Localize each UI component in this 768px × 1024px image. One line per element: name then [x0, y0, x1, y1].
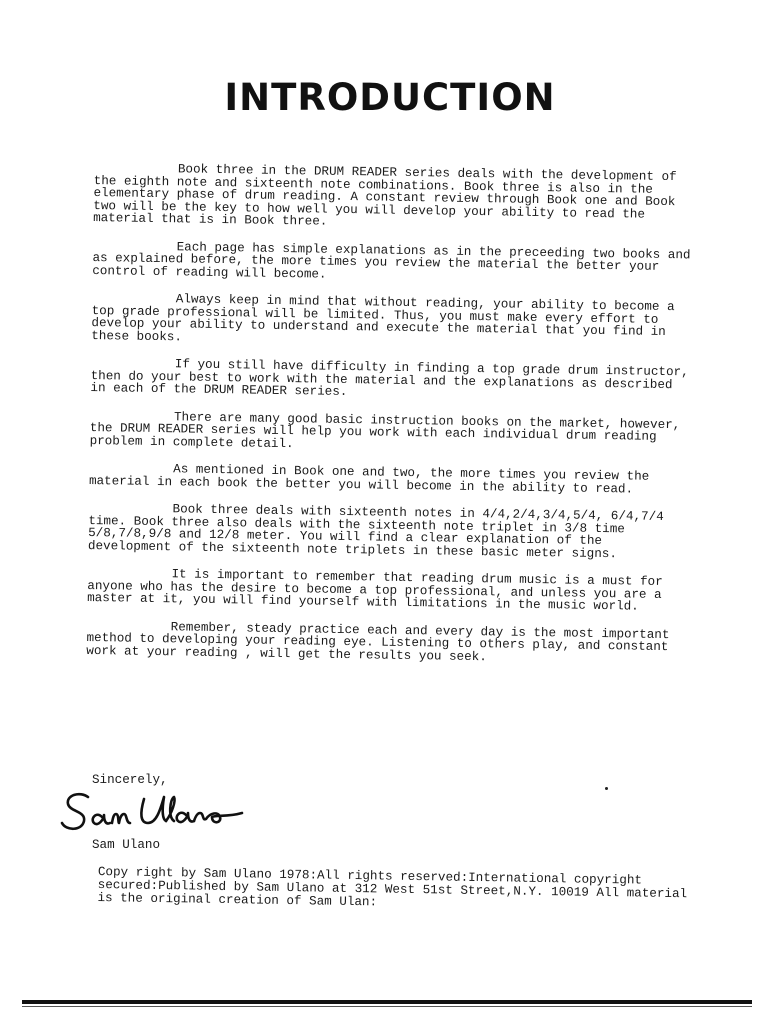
closing-salutation: Sincerely, — [92, 773, 168, 787]
paragraph-7: Book three deals with sixteenth notes in 4/4,2/4,3/4,5/4, 6/4,7/4 time. Book three also deals with the sixteenth note triplet in 3/8 time 5/8,7/8,9/8 and 12/8 meter. You will find a clear explanation of the development of the sixteenth note triplets in these basic meter signs. — [87, 502, 664, 561]
paragraph-5: There are many good basic instruction books on the market, however, the DRUM READER series will help you work with each individual drum reading problem in complete detail. — [89, 409, 681, 451]
page-bottom-rule — [22, 1000, 752, 1004]
paragraph-2: Each page has simple explanations as in the preceeding two books and as explained before, the more times you review the material the better your control of reading will become. — [92, 239, 691, 282]
handwritten-signature — [58, 787, 248, 837]
paragraph-4: If you still have difficulty in finding a top grade drum instructor, then do your best to work with the material and the explanations as described in each of the DRUM READER series. — [90, 357, 689, 400]
page-title: INTRODUCTION — [224, 76, 556, 119]
introduction-body — [86, 162, 694, 681]
page-bottom-rule-thin — [22, 1006, 752, 1007]
paragraph-1: Book three in the DRUM READER series deals with the development of the eighth note and sixteenth note combinations. Book three is also in the elementary phase of drum reading. A constant review through Book one and Book two will be the key to how well you will develop your ability to read the material that is in Book three. — [93, 162, 677, 229]
paragraph-8: It is important to remember that reading drum music is a must for anyone who has the desire to become a top professional, and unless you are a master at it, you will find yourself with limitations in the music world. — [87, 567, 663, 614]
copyright-notice: Copy right by Sam Ulano 1978:All rights reserved:International copyright secured:Published by Sam Ulano at 312 West 51st Street,N.Y. 10019 All material is the original creation of Sam Ulan: — [97, 865, 688, 910]
paragraph-3: Always keep in mind that without reading, your ability to become a top grade professional will be limited. Thus, you must make every effort to develop your ability to understand and execute the material that you find in these books. — [91, 292, 675, 344]
stray-mark — [605, 787, 608, 790]
signer-name: Sam Ulano — [92, 838, 161, 852]
paragraph-9: Remember, steady practice each and every day is the most important method to developing your reading eye. Listening to others play, and constant work at your reading , will get the results you seek. — [86, 619, 670, 664]
paragraph-6: As mentioned in Book one and two, the more times you review the material in each book the better you will become in the ability to read. — [88, 462, 650, 497]
